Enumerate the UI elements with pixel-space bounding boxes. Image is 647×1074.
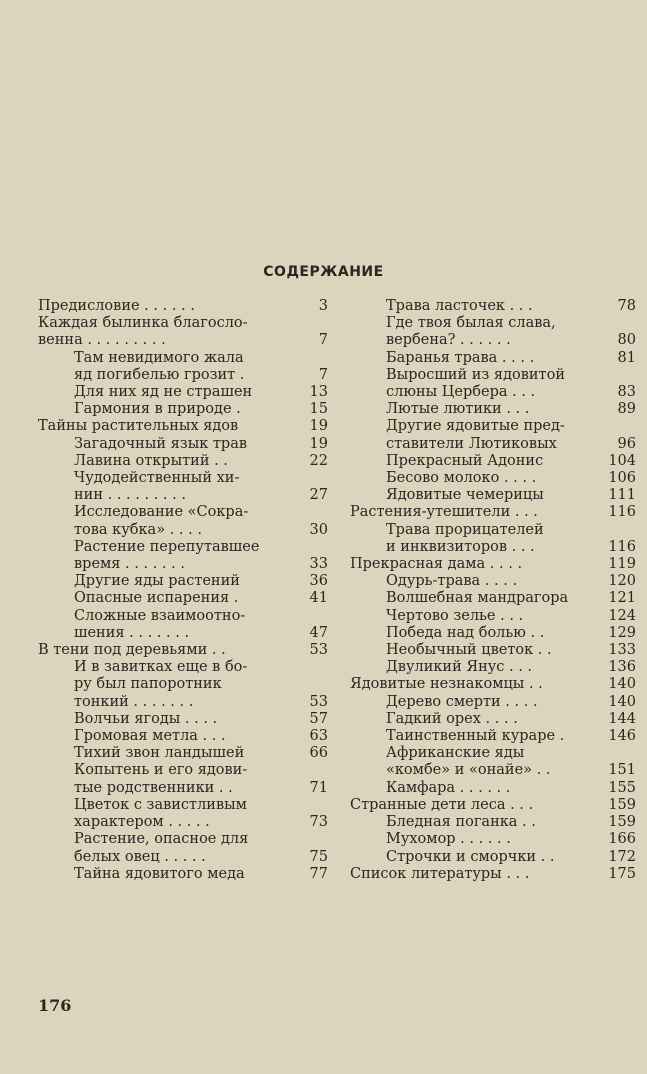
toc-entry-page: 106 bbox=[608, 470, 636, 487]
toc-entry-title-line: Гадкий орех . . . . bbox=[386, 710, 518, 727]
toc-entry-title-line: яд погибелью грозит . bbox=[74, 366, 245, 383]
toc-entry-title-line: Громовая метла . . . bbox=[74, 728, 226, 745]
toc-entry bbox=[350, 694, 636, 711]
toc-entry bbox=[350, 814, 636, 831]
toc-entry bbox=[38, 350, 328, 384]
toc-entry bbox=[350, 522, 636, 556]
toc-entry bbox=[350, 780, 636, 797]
toc-entry bbox=[350, 849, 636, 866]
toc-entry bbox=[350, 745, 636, 779]
toc-entry bbox=[350, 659, 636, 676]
toc-entry-title-line: Таинственный кураре . bbox=[386, 728, 565, 745]
toc-entry-page: 119 bbox=[608, 556, 636, 573]
toc-entry bbox=[38, 642, 328, 659]
toc-entry-title-line: вербена? . . . . . . bbox=[386, 332, 511, 349]
toc-entry bbox=[38, 384, 328, 401]
toc-entry bbox=[350, 573, 636, 590]
toc-entry-page: 146 bbox=[608, 728, 636, 745]
toc-entry-page: 30 bbox=[309, 521, 328, 538]
toc-entry-page: 41 bbox=[309, 590, 328, 607]
toc-entry-title-line: Необычный цветок . . bbox=[386, 642, 552, 659]
toc-entry-title-line: Другие ядовитые пред- bbox=[386, 418, 565, 435]
toc-entry-page: 124 bbox=[608, 607, 636, 624]
toc-entry-title-line: Чертово зелье . . . bbox=[386, 607, 524, 624]
toc-entry-page: 22 bbox=[309, 452, 328, 469]
toc-entry-title-line: тонкий . . . . . . . bbox=[74, 693, 194, 710]
contents-title: СОДЕРЖАНИЕ bbox=[263, 264, 384, 280]
toc-entry-title-line: Строчки и сморчки . . bbox=[386, 848, 555, 865]
toc-entry-page: 121 bbox=[608, 590, 636, 607]
toc-entry-title-line: Прекрасная дама . . . . bbox=[350, 556, 523, 573]
toc-entry bbox=[350, 487, 636, 504]
toc-entry-page: 27 bbox=[309, 487, 328, 504]
toc-entry-title-line: Африканские яды bbox=[386, 745, 525, 762]
toc-entry-title-line: Волшебная мандрагора bbox=[386, 590, 569, 607]
toc-entry-title-line: ставители Лютиковых bbox=[386, 435, 557, 452]
toc-entry-title-line: Там невидимого жала bbox=[74, 349, 244, 366]
toc-entry-title-line: нин . . . . . . . . . bbox=[74, 487, 186, 504]
toc-entry-title-line: Трава прорицателей bbox=[386, 521, 544, 538]
toc-entry-title-line: Растения-утешители . . . bbox=[350, 504, 538, 521]
toc-entry bbox=[38, 401, 328, 418]
toc-entry-page: 47 bbox=[309, 624, 328, 641]
toc-entry-title-line: тые родственники . . bbox=[74, 779, 233, 796]
toc-entry-page: 36 bbox=[309, 573, 328, 590]
toc-entry-page: 13 bbox=[309, 384, 328, 401]
toc-entry bbox=[38, 866, 328, 883]
toc-entry-title-line: Растение, опасное для bbox=[74, 831, 249, 848]
toc-entry-title-line: Трава ласточек . . . bbox=[386, 298, 533, 314]
toc-entry bbox=[38, 418, 328, 435]
toc-entry-title-line: слюны Цербера . . . bbox=[386, 384, 536, 401]
toc-entry-title-line: Тайны растительных ядов bbox=[38, 418, 239, 435]
toc-entry-page: 7 bbox=[318, 366, 328, 383]
toc-entry-title-line: И в завитках еще в бо- bbox=[74, 659, 248, 676]
toc-entry-title-line: Мухомор . . . . . . bbox=[386, 831, 511, 848]
toc-entry-page: 159 bbox=[608, 814, 636, 831]
toc-entry bbox=[350, 418, 636, 452]
toc-entry-title-line: Тайна ядовитого меда bbox=[74, 865, 245, 882]
toc-entry-page: 71 bbox=[309, 779, 328, 796]
toc-entry bbox=[350, 676, 636, 693]
toc-entry-title-line: Сложные взаимоотно- bbox=[74, 607, 246, 624]
toc-entry bbox=[350, 608, 636, 625]
toc-entry bbox=[350, 298, 636, 315]
toc-entry-title-line: Список литературы . . . bbox=[350, 865, 530, 882]
toc-entry-page: 151 bbox=[608, 762, 636, 779]
toc-entry-page: 33 bbox=[309, 556, 328, 573]
toc-entry-title-line: ру был папоротник bbox=[74, 676, 222, 693]
toc-entry-page: 73 bbox=[309, 814, 328, 831]
toc-entry-page: 111 bbox=[608, 487, 636, 504]
toc-entry-title-line: Гармония в природе . bbox=[74, 401, 241, 418]
toc-entry-page: 77 bbox=[309, 865, 328, 882]
toc-entry-title-line: Бледная поганка . . bbox=[386, 814, 536, 831]
toc-entry-title-line: Каждая былинка благосло- bbox=[38, 315, 248, 332]
toc-entry-page: 80 bbox=[617, 332, 636, 349]
toc-entry-title-line: Ядовитые незнакомцы . . bbox=[350, 676, 543, 693]
toc-entry-page: 15 bbox=[309, 401, 328, 418]
toc-entry bbox=[38, 539, 328, 573]
toc-entry-page: 175 bbox=[608, 865, 636, 882]
toc-entry-title-line: Копытень и его ядови- bbox=[74, 762, 248, 779]
toc-entry-title-line: Одурь-трава . . . . bbox=[386, 573, 518, 590]
toc-entry bbox=[38, 436, 328, 453]
toc-entry bbox=[38, 573, 328, 590]
toc-entry-page: 116 bbox=[608, 538, 636, 555]
toc-entry-page: 120 bbox=[608, 573, 636, 590]
toc-entry-page: 155 bbox=[608, 779, 636, 796]
toc-entry bbox=[38, 504, 328, 538]
page-number: 176 bbox=[38, 996, 72, 1015]
toc-entry-page: 7 bbox=[318, 332, 328, 349]
toc-entry bbox=[350, 453, 636, 470]
toc-entry bbox=[38, 762, 328, 796]
toc-entry bbox=[350, 642, 636, 659]
toc-entry-title-line: Баранья трава . . . . bbox=[386, 349, 535, 366]
toc-entry-page: 159 bbox=[608, 796, 636, 813]
toc-entry bbox=[350, 866, 636, 883]
toc-entry-title-line: «комбе» и «онайе» . . bbox=[386, 762, 551, 779]
toc-entry bbox=[350, 401, 636, 418]
toc-entry-page: 66 bbox=[309, 745, 328, 762]
toc-entry-title-line: Волчьи ягоды . . . . bbox=[74, 710, 218, 727]
toc-entry-title-line: шения . . . . . . . bbox=[74, 624, 190, 641]
toc-entry-title-line: характером . . . . . bbox=[74, 814, 210, 831]
toc-entry bbox=[38, 831, 328, 865]
toc-entry bbox=[38, 711, 328, 728]
toc-entry-page: 136 bbox=[608, 659, 636, 676]
toc-entry-title-line: Странные дети леса . . . bbox=[350, 796, 534, 813]
toc-entry bbox=[350, 711, 636, 728]
toc-entry-title-line: и инквизиторов . . . bbox=[386, 538, 535, 555]
toc-entry-page: 63 bbox=[309, 728, 328, 745]
toc-entry bbox=[38, 298, 328, 315]
contents-column-right bbox=[350, 298, 636, 883]
toc-entry-page: 96 bbox=[617, 435, 636, 452]
toc-entry-title-line: Исследование «Сокра- bbox=[74, 504, 249, 521]
contents-column-left bbox=[38, 298, 328, 883]
toc-entry-page: 140 bbox=[608, 693, 636, 710]
toc-entry-page: 53 bbox=[309, 642, 328, 659]
toc-entry-title-line: Опасные испарения . bbox=[74, 590, 239, 607]
toc-entry bbox=[38, 453, 328, 470]
toc-entry-title-line: время . . . . . . . bbox=[74, 556, 185, 573]
toc-entry-page: 116 bbox=[608, 504, 636, 521]
toc-entry bbox=[38, 745, 328, 762]
toc-entry-title-line: Растение перепутавшее bbox=[74, 538, 260, 555]
toc-entry-title-line: Другие яды растений bbox=[74, 573, 240, 590]
toc-entry bbox=[350, 315, 636, 349]
toc-entry-title-line: Победа над болью . . bbox=[386, 624, 545, 641]
toc-entry-page: 89 bbox=[617, 401, 636, 418]
toc-entry-title-line: В тени под деревьями . . bbox=[38, 642, 226, 659]
toc-entry bbox=[350, 728, 636, 745]
toc-entry bbox=[350, 590, 636, 607]
toc-entry-page: 19 bbox=[309, 418, 328, 435]
toc-entry bbox=[350, 367, 636, 401]
toc-entry bbox=[38, 659, 328, 711]
toc-entry-title-line: Предисловие . . . . . . bbox=[38, 298, 195, 314]
toc-entry-page: 83 bbox=[617, 384, 636, 401]
toc-entry-title-line: Выросший из ядовитой bbox=[386, 366, 565, 383]
toc-entry-page: 133 bbox=[608, 642, 636, 659]
toc-entry-page: 81 bbox=[617, 349, 636, 366]
toc-entry-page: 144 bbox=[608, 710, 636, 727]
toc-entry-title-line: белых овец . . . . . bbox=[74, 848, 206, 865]
toc-entry-page: 140 bbox=[608, 676, 636, 693]
toc-entry-page: 75 bbox=[309, 848, 328, 865]
toc-entry-title-line: Для них яд не страшен bbox=[74, 384, 253, 401]
toc-entry-title-line: Дерево смерти . . . . bbox=[386, 693, 538, 710]
toc-entry-title-line: Камфара . . . . . . bbox=[386, 779, 511, 796]
toc-entry bbox=[350, 350, 636, 367]
toc-entry-page: 104 bbox=[608, 452, 636, 469]
toc-entry-title-line: венна . . . . . . . . . bbox=[38, 332, 166, 349]
toc-entry-title-line: Бесово молоко . . . . bbox=[386, 470, 537, 487]
toc-entry-page: 172 bbox=[608, 848, 636, 865]
toc-entry-title-line: Чудодейственный хи- bbox=[74, 470, 240, 487]
toc-entry-page: 57 bbox=[309, 710, 328, 727]
toc-entry bbox=[38, 728, 328, 745]
toc-entry-title-line: Прекрасный Адонис bbox=[386, 452, 544, 469]
toc-entry bbox=[350, 797, 636, 814]
toc-entry-title-line: Лютые лютики . . . bbox=[386, 401, 530, 418]
toc-entry bbox=[350, 831, 636, 848]
toc-entry bbox=[350, 470, 636, 487]
toc-entry-title-line: Ядовитые чемерицы bbox=[386, 487, 544, 504]
toc-entry-title-line: Загадочный язык трав bbox=[74, 435, 248, 452]
toc-entry bbox=[350, 504, 636, 521]
toc-entry bbox=[38, 608, 328, 642]
toc-entry-title-line: Тихий звон ландышей bbox=[74, 745, 245, 762]
toc-entry-page: 19 bbox=[309, 435, 328, 452]
toc-entry-title-line: Лавина открытий . . bbox=[74, 452, 228, 469]
toc-entry-page: 129 bbox=[608, 624, 636, 641]
toc-entry bbox=[350, 556, 636, 573]
toc-entry-page: 53 bbox=[309, 693, 328, 710]
toc-entry-page: 3 bbox=[318, 298, 328, 314]
toc-entry-title-line: Где твоя былая слава, bbox=[386, 315, 556, 332]
toc-entry bbox=[350, 625, 636, 642]
toc-entry-page: 166 bbox=[608, 831, 636, 848]
toc-entry bbox=[38, 590, 328, 607]
toc-entry bbox=[38, 470, 328, 504]
toc-entry-page: 78 bbox=[617, 298, 636, 314]
toc-entry-title-line: Цветок с завистливым bbox=[74, 796, 247, 813]
toc-entry-title-line: това кубка» . . . . bbox=[74, 521, 202, 538]
toc-entry-title-line: Двуликий Янус . . . bbox=[386, 659, 533, 676]
toc-entry bbox=[38, 797, 328, 831]
toc-entry bbox=[38, 315, 328, 349]
